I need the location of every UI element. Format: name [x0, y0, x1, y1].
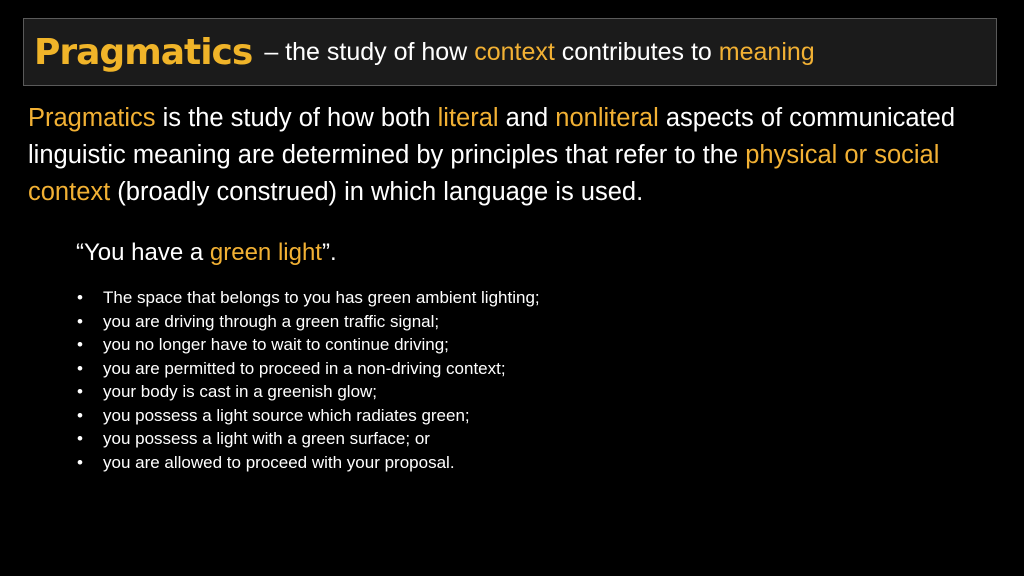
- list-item-text: The space that belongs to you has green ambient lighting;: [103, 288, 540, 307]
- intro-highlight-context: physical or social context: [28, 141, 940, 206]
- bullet-icon: •: [77, 405, 83, 425]
- title-bar: [23, 18, 997, 86]
- intro-text-1: is the study of how both: [155, 104, 438, 132]
- example-quote: [76, 237, 337, 269]
- intro-text-3: aspects of communicated linguistic meaning are determined by principles that refer to the: [28, 104, 956, 169]
- bullet-icon: •: [77, 429, 83, 448]
- list-item-text: you are allowed to proceed with your proposal.: [103, 452, 455, 472]
- intro-text-2: and: [498, 104, 556, 132]
- list-item: [75, 357, 540, 381]
- quote-open: “You have a: [76, 239, 210, 266]
- quote-highlight: green light: [209, 239, 322, 266]
- title-mid-text: contributes to: [554, 37, 719, 66]
- list-item: [75, 404, 540, 428]
- list-item-text: you possess a light source which radiates green;: [103, 405, 470, 425]
- list-item: [75, 380, 540, 404]
- title-context-highlight: context: [474, 37, 555, 66]
- list-item-text: you no longer have to wait to continue driving;: [103, 335, 449, 354]
- quote-close: ”.: [321, 239, 337, 266]
- list-item-text: you are driving through a green traffic signal;: [103, 311, 440, 331]
- list-item: [75, 451, 540, 475]
- list-item-text: you possess a light with a green surface; or: [103, 429, 430, 448]
- title-subtitle: [264, 38, 814, 67]
- interpretations-list: [75, 286, 540, 474]
- list-item: [75, 286, 540, 310]
- intro-text-4: (broadly construed) in which language is used.: [110, 178, 644, 206]
- bullet-icon: •: [77, 311, 83, 331]
- list-item: [75, 310, 540, 334]
- bullet-icon: •: [77, 382, 83, 401]
- title-meaning-highlight: meaning: [718, 37, 815, 66]
- bullet-icon: •: [77, 358, 83, 378]
- bullet-icon: •: [77, 288, 83, 307]
- title-word: Pragmatics: [34, 31, 253, 73]
- intro-paragraph: [28, 100, 1003, 211]
- list-item: [75, 333, 540, 357]
- list-item-text: you are permitted to proceed in a non-driving context;: [103, 358, 506, 378]
- bullet-icon: •: [77, 335, 83, 354]
- intro-highlight-pragmatics: Pragmatics: [28, 104, 156, 132]
- title-dash-text: – the study of how: [264, 37, 475, 66]
- list-item: [75, 427, 540, 451]
- intro-highlight-literal: literal: [437, 104, 499, 132]
- bullet-icon: •: [77, 452, 83, 472]
- list-item-text: your body is cast in a greenish glow;: [103, 382, 378, 401]
- intro-highlight-nonliteral: nonliteral: [555, 104, 659, 132]
